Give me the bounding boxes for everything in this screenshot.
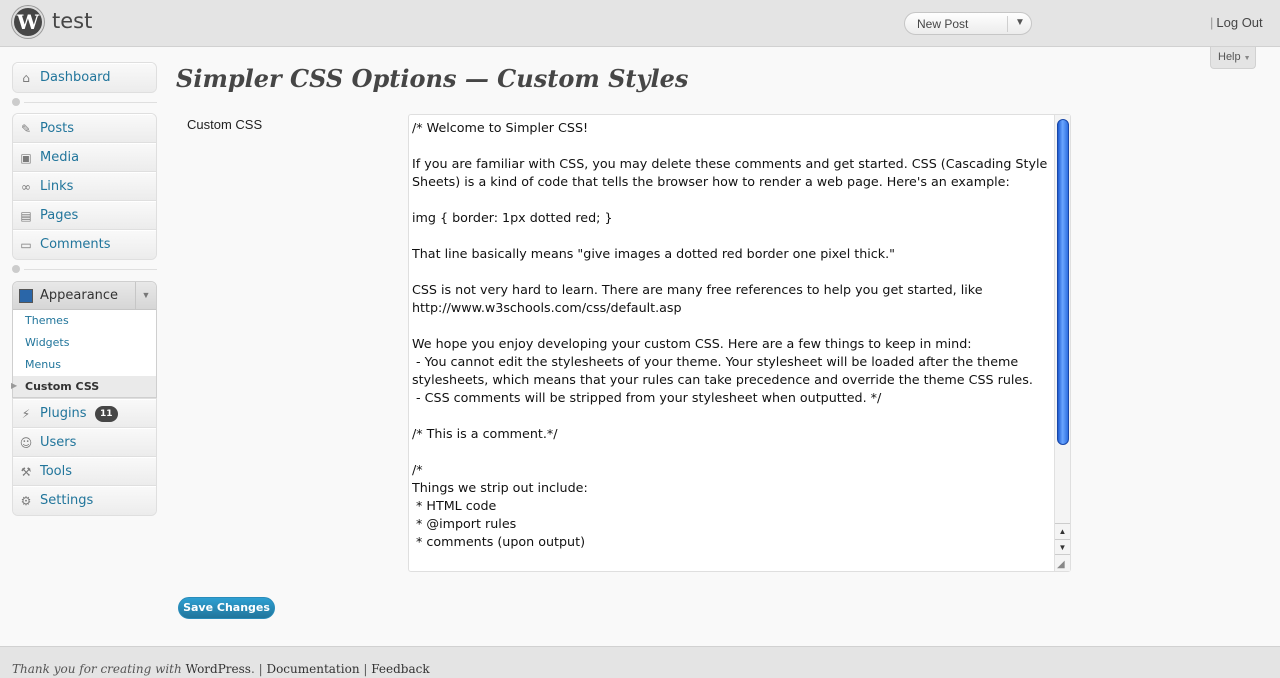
css-text-line[interactable]: - CSS comments will be stripped from your stylesheet when outputted. */ bbox=[412, 390, 882, 405]
css-text-line[interactable]: If you are familiar with CSS, you may delete these comments and get started. CSS (Cascading Style bbox=[412, 156, 1048, 171]
site-title[interactable]: test bbox=[52, 9, 93, 33]
admin-footer bbox=[0, 646, 1280, 678]
footer-thanks: Thank you for creating with bbox=[12, 662, 182, 676]
new-post-dropdown[interactable] bbox=[904, 12, 1032, 35]
css-text-line[interactable]: We hope you enjoy developing your custom CSS. Here are a few things to keep in mind: bbox=[412, 336, 972, 351]
sidebar-item-users[interactable] bbox=[13, 428, 156, 457]
sidebar-item-posts[interactable] bbox=[13, 114, 156, 143]
css-text-line[interactable]: * comments (upon output) bbox=[412, 534, 586, 549]
wordpress-logo-icon[interactable]: W bbox=[12, 6, 44, 38]
menu-separator bbox=[12, 266, 157, 272]
appearance-icon bbox=[19, 289, 33, 303]
plugin-icon: ⚡ bbox=[21, 407, 31, 421]
save-changes-button[interactable]: Save Changes bbox=[178, 597, 275, 619]
logout-area bbox=[1210, 15, 1263, 30]
wordpress-link[interactable]: WordPress bbox=[185, 662, 251, 676]
css-text-line[interactable]: stylesheets, which means that your rules can take precedence and override the theme CSS rules. bbox=[412, 372, 1033, 387]
css-text-line[interactable]: That line basically means "give images a dotted red border one pixel thick." bbox=[412, 246, 896, 261]
sidebar-item-label[interactable]: Tools bbox=[40, 464, 73, 479]
css-text-line[interactable]: http://www.w3schools.com/css/default.asp bbox=[412, 300, 682, 315]
sidebar-item-label[interactable]: Users bbox=[40, 435, 77, 450]
css-text-line[interactable] bbox=[412, 191, 1052, 209]
custom-css-label: Custom CSS bbox=[187, 117, 263, 132]
custom-css-text[interactable] bbox=[412, 119, 1052, 567]
divider bbox=[1007, 16, 1008, 32]
css-text-line[interactable] bbox=[412, 317, 1052, 335]
current-item-arrow-icon: ▶ bbox=[11, 381, 18, 390]
scroll-up-arrow-icon[interactable]: ▲ bbox=[1055, 523, 1070, 539]
css-text-line[interactable]: /* This is a comment.*/ bbox=[412, 426, 558, 441]
css-text-line[interactable] bbox=[412, 263, 1052, 281]
appearance-header[interactable] bbox=[13, 282, 156, 310]
comment-icon: ▭ bbox=[20, 238, 32, 252]
users-icon: ☺ bbox=[19, 436, 33, 450]
sidebar-item-label[interactable]: Media bbox=[40, 150, 80, 165]
sidebar-item-label[interactable]: Dashboard bbox=[40, 70, 111, 85]
sidebar-item-pages[interactable] bbox=[13, 201, 156, 230]
sidebar-item-tools[interactable] bbox=[13, 457, 156, 486]
feedback-link[interactable]: Feedback bbox=[371, 662, 430, 676]
css-text-line[interactable]: * HTML code bbox=[412, 498, 497, 513]
sidebar-item-dashboard[interactable] bbox=[13, 63, 156, 92]
sidebar-item-label[interactable]: Links bbox=[40, 179, 74, 194]
plugins-update-badge: 11 bbox=[95, 406, 118, 422]
sidebar-item-label[interactable]: Settings bbox=[40, 493, 94, 508]
logout-separator: | bbox=[1210, 15, 1214, 30]
separator-dot[interactable] bbox=[12, 98, 20, 106]
sidebar-item-settings[interactable] bbox=[13, 486, 156, 515]
css-text-line[interactable] bbox=[412, 443, 1052, 461]
scrollbar-thumb[interactable] bbox=[1057, 119, 1069, 445]
sidebar-item-comments[interactable] bbox=[13, 230, 156, 259]
custom-css-textarea[interactable] bbox=[408, 114, 1071, 572]
css-text-line[interactable] bbox=[412, 227, 1052, 245]
sidebar-item-label[interactable]: Appearance bbox=[40, 288, 119, 303]
new-post-label[interactable]: New Post bbox=[917, 17, 969, 31]
submenu-item-themes[interactable]: Themes bbox=[25, 314, 69, 327]
help-label[interactable]: Help bbox=[1218, 51, 1241, 63]
sidebar-item-media[interactable] bbox=[13, 143, 156, 172]
css-text-line[interactable]: * @import rules bbox=[412, 516, 517, 531]
help-tab[interactable] bbox=[1210, 47, 1256, 69]
logout-link[interactable]: Log Out bbox=[1216, 15, 1263, 30]
submenu-item-menus[interactable]: Menus bbox=[25, 358, 61, 371]
css-text-line[interactable]: CSS is not very hard to learn. There are many free references to help you get started, like bbox=[412, 282, 983, 297]
menu-group-content bbox=[12, 113, 157, 260]
css-text-line[interactable]: /* bbox=[412, 462, 423, 477]
sidebar-item-appearance bbox=[12, 281, 157, 398]
settings-icon: ⚙ bbox=[20, 494, 32, 508]
menu-group-dashboard bbox=[12, 62, 157, 93]
sidebar-item-label[interactable]: Comments bbox=[40, 237, 111, 252]
page-title: Simpler CSS Options — Custom Styles bbox=[176, 64, 689, 93]
pages-icon: ▤ bbox=[20, 209, 32, 223]
menu-group-settings bbox=[12, 398, 157, 516]
menu-separator bbox=[12, 99, 157, 105]
css-text-line[interactable]: Things we strip out include: bbox=[412, 480, 588, 495]
admin-header bbox=[0, 0, 1280, 47]
pin-icon: ✎ bbox=[20, 122, 32, 136]
documentation-link[interactable]: Documentation bbox=[266, 662, 360, 676]
footer-text: Thank you for creating with WordPress. | Documentation | Feedback bbox=[12, 662, 430, 676]
home-icon: ⌂ bbox=[22, 71, 30, 85]
sidebar-item-label[interactable]: Posts bbox=[40, 121, 74, 136]
resize-grip-icon[interactable]: ◢ bbox=[1057, 559, 1065, 570]
sidebar-item-plugins[interactable] bbox=[13, 399, 156, 428]
css-text-line[interactable] bbox=[412, 407, 1052, 425]
chevron-down-icon: ▼ bbox=[1243, 55, 1251, 62]
submenu-item-widgets[interactable]: Widgets bbox=[25, 336, 70, 349]
scroll-down-arrow-icon[interactable]: ▼ bbox=[1055, 539, 1070, 555]
css-text-line[interactable] bbox=[412, 137, 1052, 155]
separator-dot[interactable] bbox=[12, 265, 20, 273]
sidebar-item-links[interactable] bbox=[13, 172, 156, 201]
textarea-scrollbar[interactable] bbox=[1054, 115, 1070, 571]
chevron-down-icon[interactable]: ▼ bbox=[135, 282, 156, 309]
css-text-line[interactable]: img { border: 1px dotted red; } bbox=[412, 210, 613, 225]
link-icon: ∞ bbox=[21, 180, 31, 194]
submenu-item-custom-css[interactable]: Custom CSS bbox=[25, 380, 100, 393]
sidebar-item-label[interactable]: Pages bbox=[40, 208, 79, 223]
css-text-line[interactable]: Sheets) is a kind of code that tells the browser how to render a web page. Here's an example: bbox=[412, 174, 1010, 189]
sidebar-item-label[interactable]: Plugins bbox=[40, 406, 87, 421]
media-icon: ▣ bbox=[20, 151, 32, 165]
css-text-line[interactable]: - You cannot edit the stylesheets of your theme. Your stylesheet will be loaded after the theme bbox=[412, 354, 1019, 369]
css-text-line[interactable]: /* Welcome to Simpler CSS! bbox=[412, 120, 589, 135]
chevron-down-icon[interactable]: ▼ bbox=[1015, 17, 1025, 28]
tools-icon: ⚒ bbox=[20, 465, 32, 479]
